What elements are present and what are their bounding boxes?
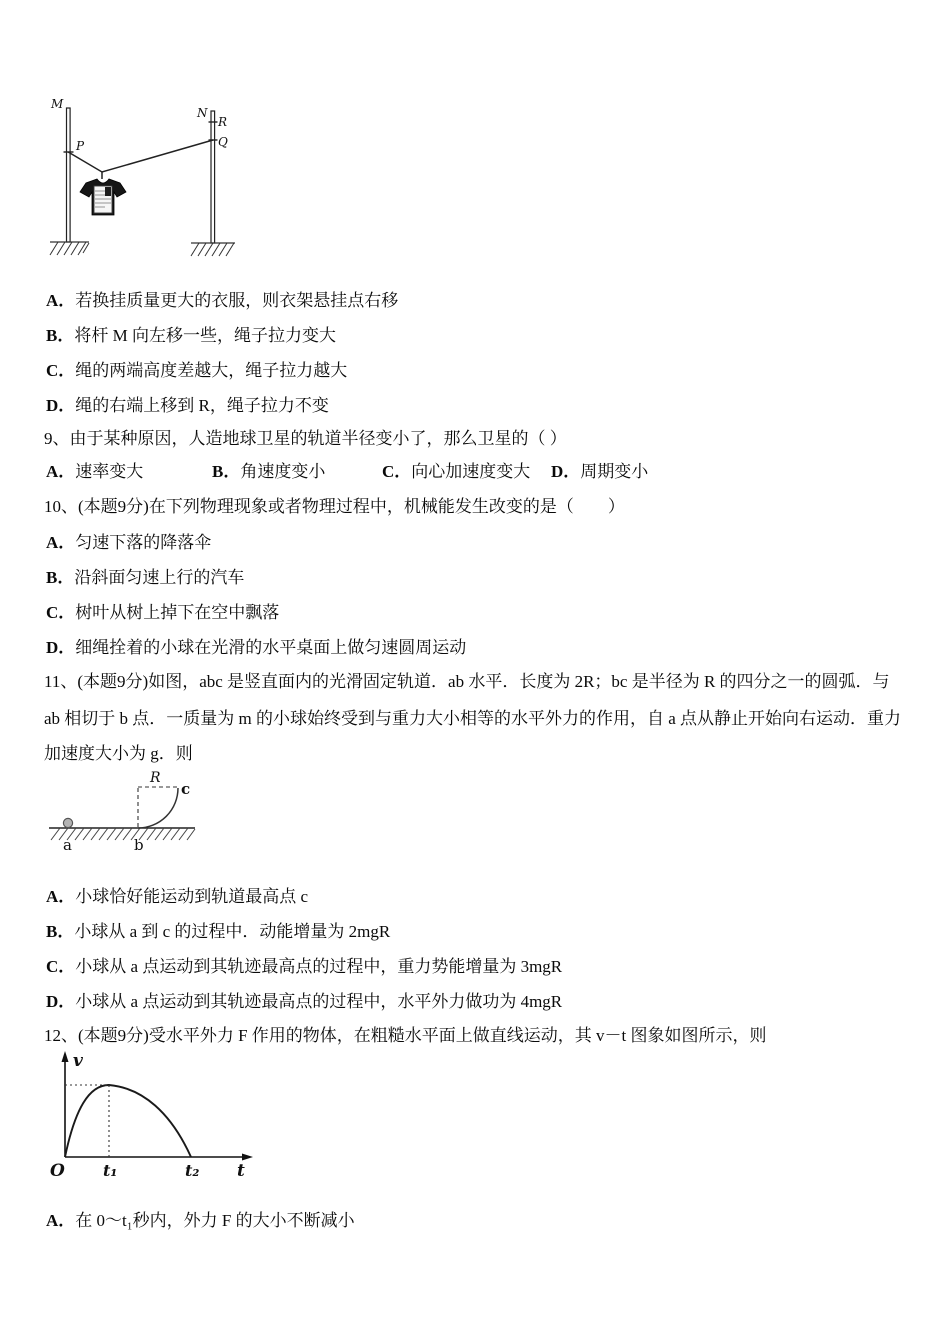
- axes: [65, 1059, 245, 1157]
- ground-hatch-right: [191, 243, 235, 256]
- label-c: c: [181, 780, 191, 798]
- option-label: C．: [46, 361, 76, 380]
- option-text: 树叶从树上掉下在空中飘落: [75, 603, 280, 622]
- radius-dashed-lines: [138, 787, 178, 827]
- y-axis-arrowhead: [62, 1051, 69, 1062]
- q11-option-c: [46, 956, 562, 978]
- q8-option-c: [46, 360, 347, 382]
- option-text: 将杆 M 向左移一些，绳子拉力变大: [74, 326, 336, 345]
- q11-option-a: [46, 886, 308, 908]
- rope: [68, 140, 213, 172]
- label-N: N: [197, 106, 208, 120]
- q11-option-b: [46, 921, 390, 943]
- q9-option-a: [46, 461, 143, 483]
- left-pole: [64, 108, 74, 242]
- ground-hatch: [51, 828, 195, 840]
- q10-stem: 10、(本题9分)在下列物理现象或者物理过程中，机械能发生改变的是（ ）: [44, 497, 625, 516]
- option-label: C．: [46, 603, 76, 622]
- option-label: A．: [46, 291, 76, 310]
- velocity-curve: [65, 1085, 191, 1157]
- option-label: C．: [46, 957, 76, 976]
- option-label: A．: [46, 887, 76, 906]
- option-label: B．: [212, 462, 241, 481]
- option-label: D．: [46, 396, 76, 415]
- q10-option-c: [46, 602, 279, 624]
- option-text: 匀速下落的降落伞: [75, 533, 212, 552]
- ground-hatch-left: [50, 242, 89, 255]
- label-v: v: [73, 1051, 83, 1071]
- option-text: 绳的右端上移到 R，绳子拉力不变: [75, 396, 329, 415]
- option-text: 小球从 a 点运动到其轨迹最高点的过程中，重力势能增量为 3mgR: [75, 957, 563, 976]
- option-text: 向心加速度变大: [411, 462, 531, 481]
- option-text: 周期变小: [580, 462, 649, 481]
- x-axis-arrowhead: [242, 1154, 253, 1161]
- q9-option-c: [382, 461, 530, 483]
- label-a: a: [63, 836, 72, 854]
- option-label: A．: [46, 1211, 76, 1230]
- option-label: A．: [46, 462, 76, 481]
- q8-option-b: [46, 325, 336, 347]
- label-t: t: [237, 1161, 245, 1181]
- shirt: [80, 179, 126, 215]
- figure-vt-graph: [45, 1045, 260, 1185]
- q11-option-d: [46, 991, 562, 1013]
- label-t1: t₁: [103, 1161, 118, 1180]
- option-label: B．: [46, 568, 75, 587]
- option-text: 小球从 a 到 c 的过程中．动能增量为 2mgR: [74, 922, 391, 941]
- q12-stem: 12、(本题9分)受水平外力 F 作用的物体，在粗糙水平面上做直线运动，其 v－t 图象如图所示，则: [44, 1026, 767, 1045]
- label-R: R: [218, 115, 228, 129]
- peak-dotted-guides: [65, 1085, 109, 1157]
- option-label: A．: [46, 533, 76, 552]
- label-O: O: [50, 1161, 65, 1181]
- option-text: 细绳拴着的小球在光滑的水平桌面上做匀速圆周运动: [75, 638, 467, 657]
- option-label: B．: [46, 326, 75, 345]
- q11-stem-line-2: ab 相切于 b 点．一质量为 m 的小球始终受到与重力大小相等的水平外力的作用，自 a 点从静止开始向右运动．重力: [44, 709, 902, 728]
- option-label: D．: [551, 462, 581, 481]
- option-label: D．: [46, 638, 76, 657]
- option-text: 绳的两端高度差越大，绳子拉力越大: [75, 361, 348, 380]
- option-text: 小球从 a 点运动到其轨迹最高点的过程中，水平外力做功为 4mgR: [75, 992, 563, 1011]
- q9-option-b: [212, 461, 325, 483]
- option-label: C．: [382, 462, 412, 481]
- q11-stem-line-1: 11、(本题9分)如图，abc 是竖直面内的光滑固定轨道．ab 水平．长度为 2R；bc 是半径为 R 的四分之一的圆弧．与: [44, 672, 890, 691]
- q10-option-d: [46, 637, 466, 659]
- q8-option-a: [46, 290, 398, 312]
- label-P: P: [76, 139, 85, 153]
- option-text: 角速度变小: [240, 462, 326, 481]
- label-b: b: [134, 836, 144, 854]
- q9-option-d: [551, 461, 648, 483]
- q8-option-d: [46, 395, 329, 417]
- option-text: 若换挂质量更大的衣服，则衣架悬挂点右移: [75, 291, 399, 310]
- q10-option-a: [46, 532, 211, 554]
- option-text: 速率变大: [75, 462, 144, 481]
- option-text: 小球恰好能运动到轨道最高点 c: [75, 887, 309, 906]
- q10-option-b: [46, 567, 244, 589]
- figure-clothesline: [45, 95, 245, 260]
- figure-track: [45, 770, 205, 855]
- option-text: 沿斜面匀速上行的汽车: [74, 568, 245, 587]
- label-t2: t₂: [185, 1161, 200, 1180]
- label-M: M: [51, 97, 64, 111]
- ball: [63, 818, 72, 827]
- option-label: D．: [46, 992, 76, 1011]
- label-Q: Q: [218, 135, 228, 149]
- option-label: B．: [46, 922, 75, 941]
- option-text: 在 0～t₁秒内，外力 F 的大小不断减小: [75, 1211, 355, 1230]
- label-R: R: [150, 770, 161, 786]
- q12-option-a: [46, 1210, 355, 1232]
- right-pole: [209, 111, 218, 243]
- q11-stem-line-3: 加速度大小为 g．则: [44, 744, 193, 763]
- arc-bc: [138, 788, 178, 828]
- q9-stem: 9、由于某种原因，人造地球卫星的轨道半径变小了，那么卫星的（ ）: [44, 429, 567, 448]
